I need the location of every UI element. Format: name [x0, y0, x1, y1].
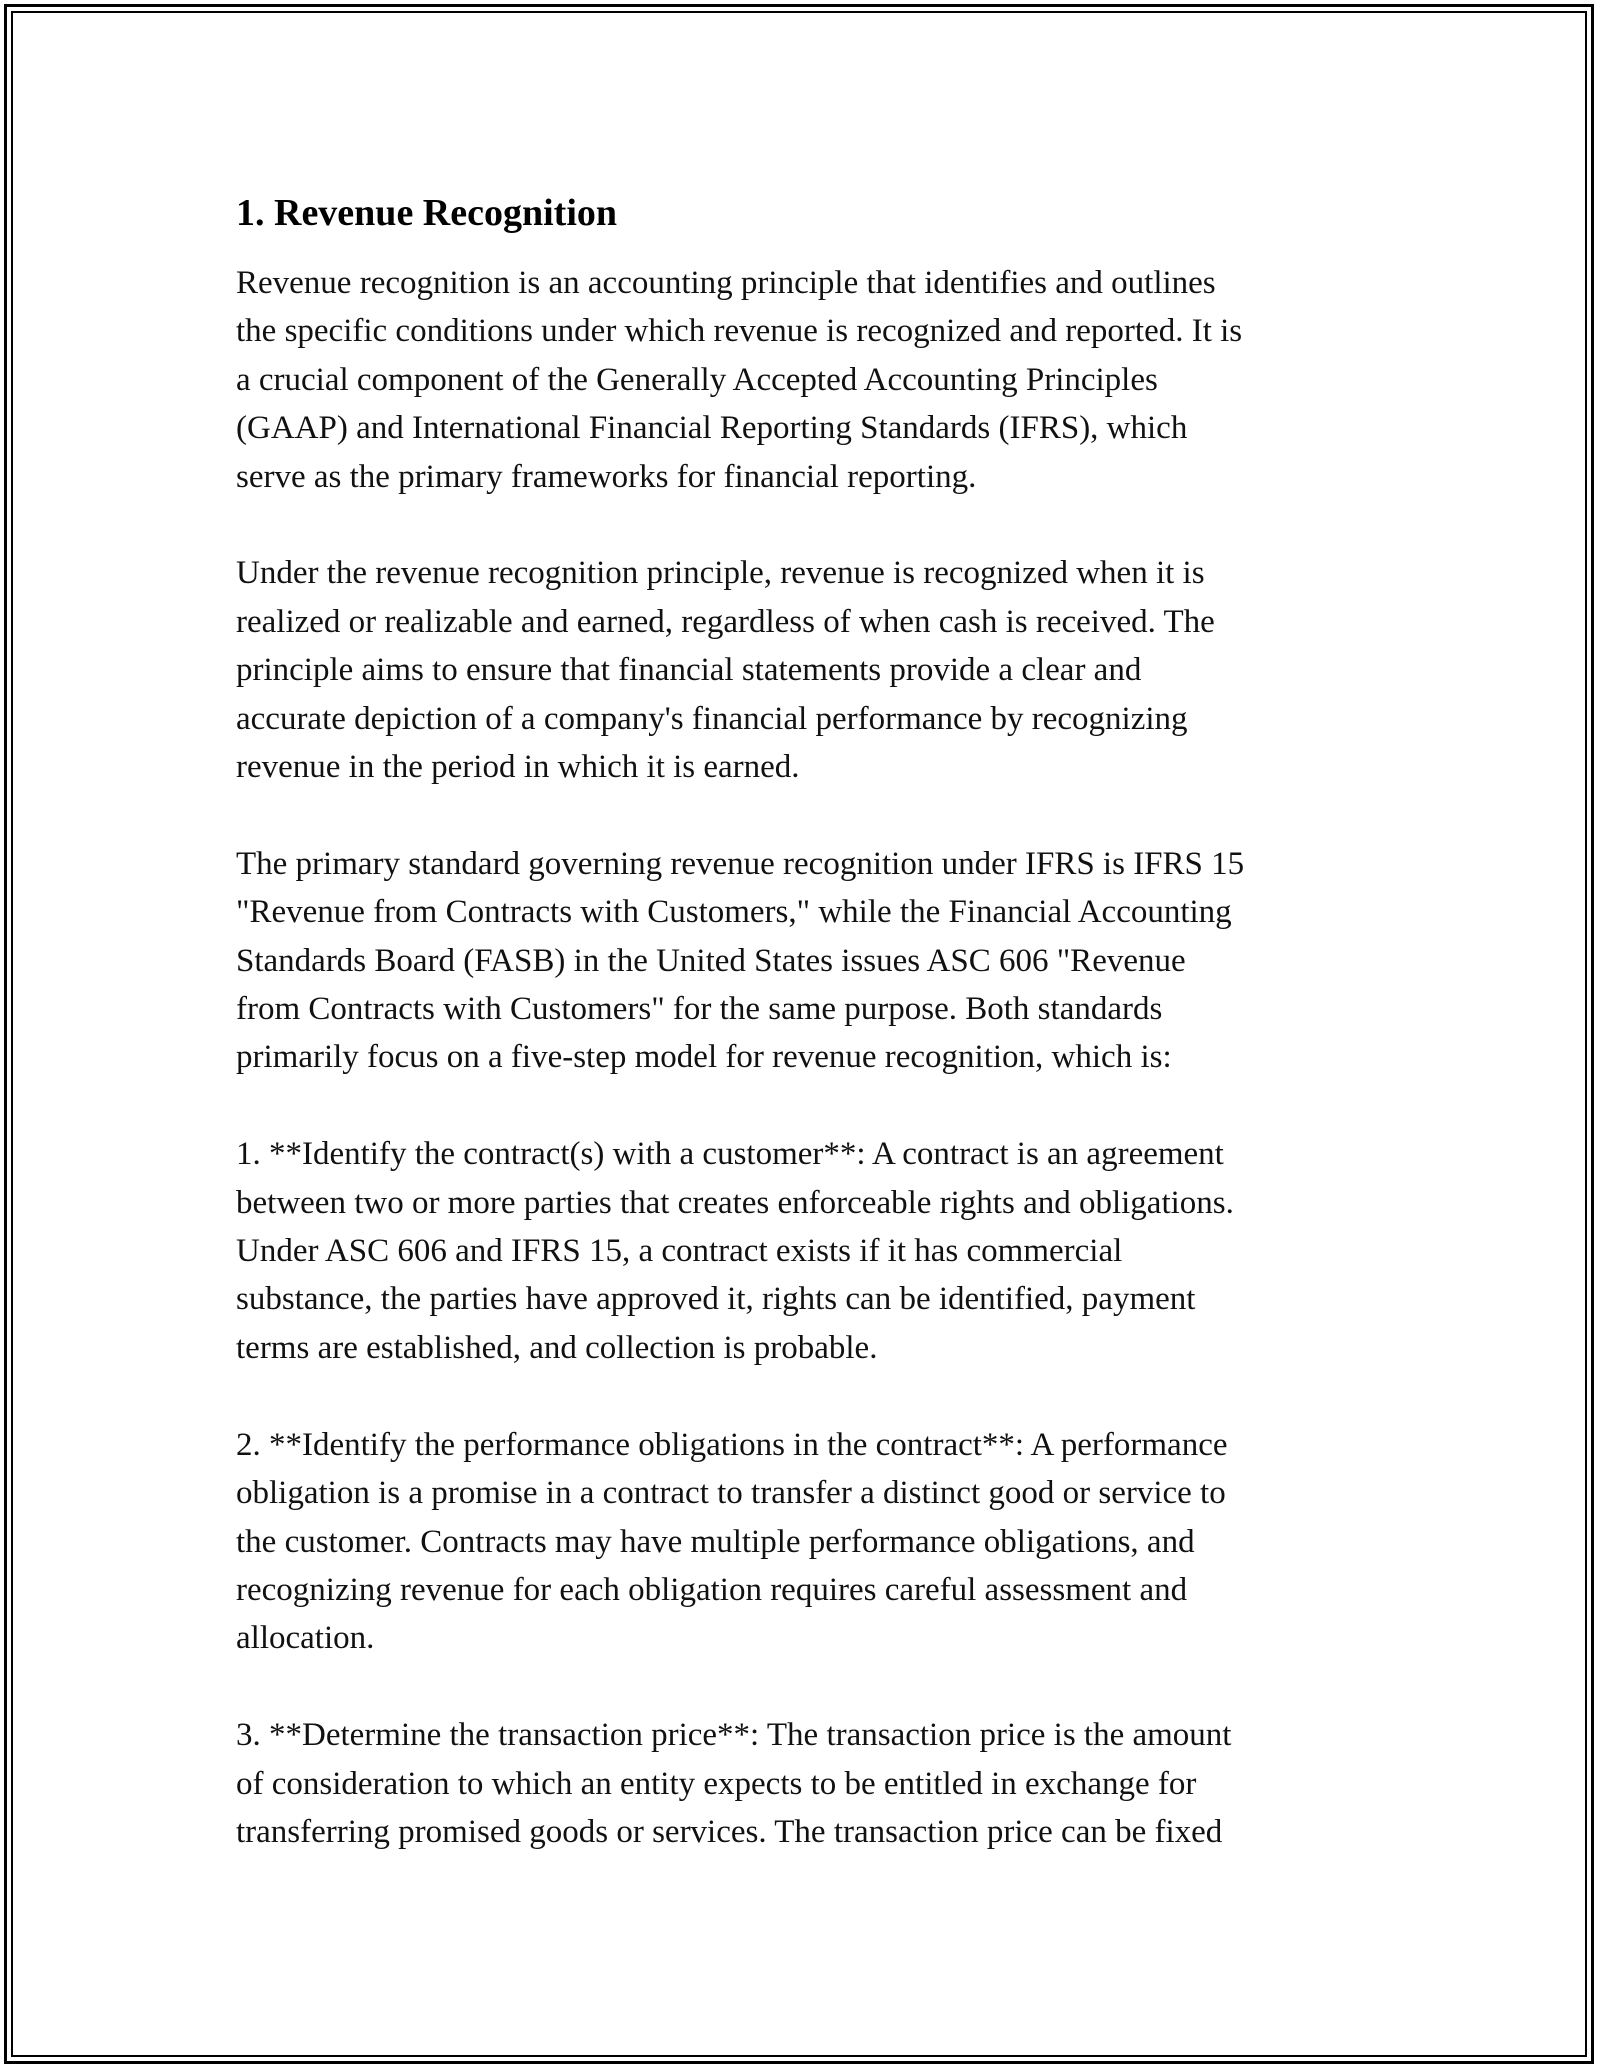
section-heading: 1. Revenue Recognition	[236, 192, 618, 234]
paragraph-step-3: 3. **Determine the transaction price**: The transaction price is the amount of consideration to which an entity expects to be entitled in exchange for transferring promised goods or services. The transaction price can be fixed	[236, 1717, 1232, 1850]
document-body	[236, 185, 1366, 1856]
paragraph-step-1: 1. **Identify the contract(s) with a customer**: A contract is an agreement between two or more parties that creates enforceable rights and obligations. Under ASC 606 and IFRS 15, a contract exists if it has commercial substance, the parties have approved it, rights can be identified, payment terms are established, and collection is probable.	[236, 1136, 1234, 1366]
paragraph-step-2: 2. **Identify the performance obligations in the contract**: A performance obligation is a promise in a contract to transfer a distinct good or service to the customer. Contracts may have multiple performance obligations, and recognizing revenue for each obligation requires careful assessment and allocation.	[236, 1426, 1228, 1657]
paragraph-intro: Revenue recognition is an accounting principle that identifies and outlines the specific conditions under which revenue is recognized and reported. It is a crucial component of the Generally Accepted Accounting Principles (GAAP) and International Financial Reporting Standards (IFRS), which serve as the primary frameworks for financial reporting.	[236, 265, 1243, 495]
paragraph-principle: Under the revenue recognition principle, revenue is recognized when it is realized or realizable and earned, regardless of when cash is received. The principle aims to ensure that financial statements provide a clear and accurate depiction of a company's financial performance by recognizing revenue in the period in which it is earned.	[236, 555, 1215, 786]
paragraph-standards: The primary standard governing revenue recognition under IFRS is IFRS 15 "Revenue from Contracts with Customers," while the Financial Accounting Standards Board (FASB) in the United States issues ASC 606 "Revenue from Contracts with Customers" for the same purpose. Both standards primarily focus on a five-step model for revenue recognition, which is:	[236, 845, 1245, 1076]
